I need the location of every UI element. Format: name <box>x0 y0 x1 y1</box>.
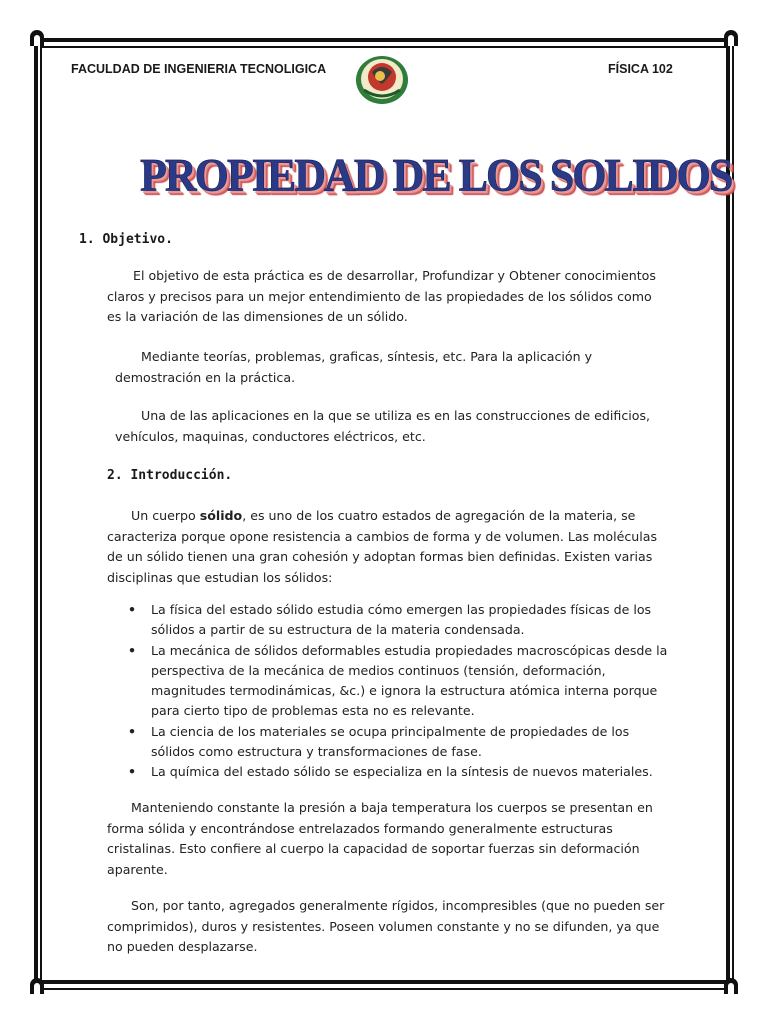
intro-text: , es uno de los cuatro estados de agregación de la materia, se caracteriza porque opone resistencia a cambios de forma y de volumen. Las moléculas de un sólido tienen una gran cohesión y adoptan formas bien definidas. Existen varias disciplinas que estudian los sólidos: <box>107 508 658 585</box>
paragraph: Son, por tanto, agregados generalmente rígidos, incompresibles (que no pueden ser comprimidos), duros y resistentes. Poseen volumen constante y no se difunden, ya que no pueden desplazarse. <box>107 898 665 954</box>
list-item: • La física del estado sólido estudia cómo emergen las propiedades físicas de los sólidos a partir de su estructura de la materia condensada. <box>128 600 668 641</box>
intro-bold-term: sólido <box>199 508 243 523</box>
section-heading-objetivo: 1. Objetivo. <box>79 232 173 247</box>
list-item: • La mecánica de sólidos deformables estudia propiedades macroscópicas desde la perspectiva de la mecánica de medios continuos (tensión, deformación, magnitudes termodinámicas, &c.) e ignora la estructura atómica interna porque para cierto tipo de problemas esta no es relevante. <box>128 641 668 722</box>
paragraph: El objetivo de esta práctica es de desarrollar, Profundizar y Obtener conocimientos claros y precisos para un mejor entendimiento de las propiedades de los sólidos como es la variación de las dimensiones de un sólido. <box>107 268 656 324</box>
page-border-top <box>40 38 728 48</box>
page-border-bottom <box>40 980 728 990</box>
border-corner-ornament <box>30 978 44 994</box>
faculty-name: FACULDAD DE INGENIERIA TECNOLIGICA <box>71 62 327 76</box>
paragraph: Mediante teorías, problemas, graficas, síntesis, etc. Para la aplicación y demostración en la práctica. <box>115 349 593 385</box>
list-item: • La química del estado sólido se especializa en la síntesis de nuevos materiales. <box>128 762 668 782</box>
document-title: PROPIEDAD DE LOS SOLIDOS <box>140 149 732 202</box>
bullet-list <box>128 600 668 783</box>
section-heading-introduccion: 2. Introducción. <box>107 468 233 483</box>
paragraph-intro <box>107 506 667 588</box>
border-corner-ornament <box>30 30 44 46</box>
university-logo-icon <box>354 50 410 106</box>
border-corner-ornament <box>724 978 738 994</box>
page-border-left <box>34 44 42 986</box>
border-corner-ornament <box>724 30 738 46</box>
paragraph: Una de las aplicaciones en la que se utiliza es en las construcciones de edificios, vehículos, maquinas, conductores eléctricos, etc. <box>115 408 651 444</box>
list-item: • La ciencia de los materiales se ocupa principalmente de propiedades de los sólidos como estructura y transformaciones de fase. <box>128 722 668 763</box>
paragraph: Manteniendo constante la presión a baja temperatura los cuerpos se presentan en forma sólida y encontrándose entrelazados formando generalmente estructuras cristalinas. Esto confiere al cuerpo la capacidad de soportar fuerzas sin deformación aparente. <box>107 800 653 877</box>
intro-text: Un cuerpo <box>131 508 200 523</box>
course-code: FÍSICA 102 <box>608 62 673 76</box>
